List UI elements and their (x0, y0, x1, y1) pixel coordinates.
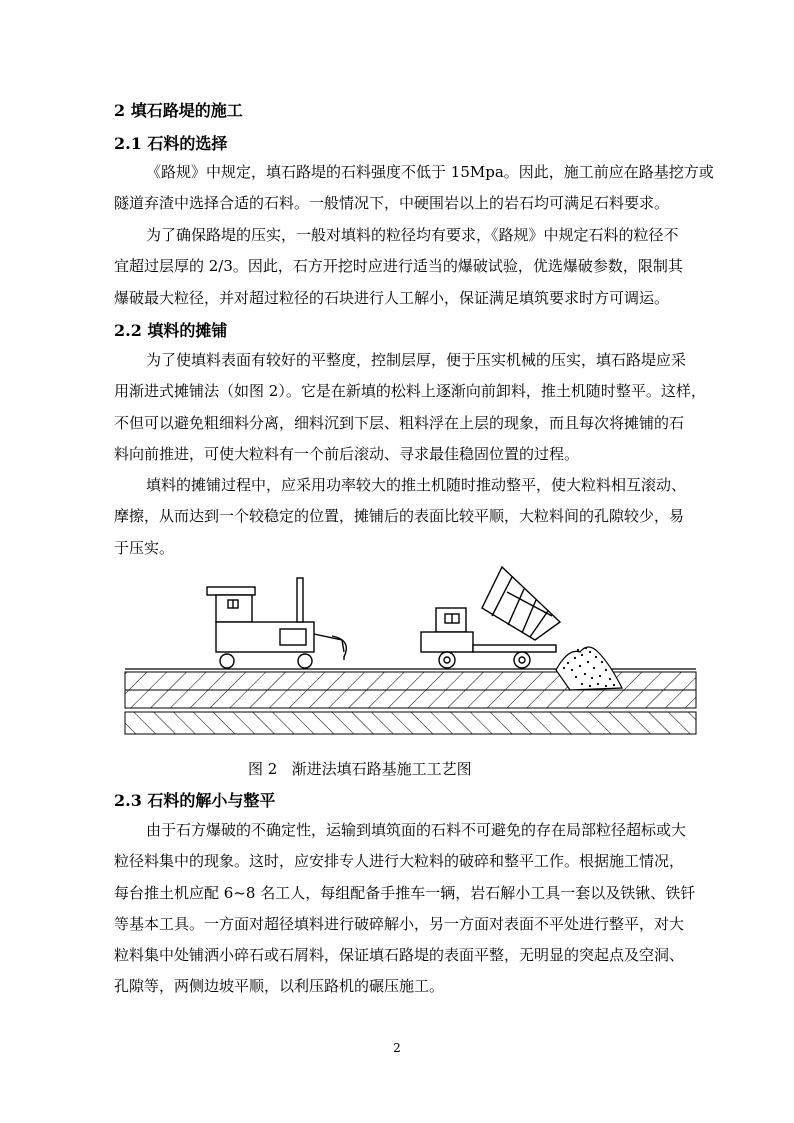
text-line: 每台推土机应配 6~8 名工人，每组配备手推车一辆，岩石解小工具一套以及铁锹、铁钎 (114, 883, 696, 902)
section-heading-2-1: 2.1 石料的选择 (114, 134, 228, 153)
text-line: 《路规》中规定，填石路堤的石料强度不低于 15Mpa。因此，施工前应在路基挖方或 (146, 163, 714, 181)
text-line: 摩擦，从而达到一个较稳定的位置，摊铺后的表面比较平顺，大粒料间的孔隙较少，易 (114, 507, 685, 526)
text-line: 粒料集中处铺洒小碎石或石屑料，保证填石路堤的表面平整，无明显的突起点及空洞、 (114, 946, 685, 965)
paragraph-2-3-a (114, 815, 726, 1003)
text-line: 孔隙等，两侧边坡平顺，以利压路机的碾压施工。 (114, 977, 445, 996)
text-line: 为了使填料表面有较好的平整度，控制层厚，便于压实机械的压实，填石路堤应采 (146, 351, 687, 369)
paragraph-2-1-b (114, 220, 726, 314)
text-line: 不但可以避免粗细料分离，细料沉到下层、粗料浮在上层的现象，而且每次将摊铺的石 (114, 413, 685, 432)
text-line: 填料的摊铺过程中，应采用功率较大的推土机随时推动整平，使大粒料相互滚动、 (146, 476, 687, 494)
section-heading-2-3: 2.3 石料的解小与整平 (114, 791, 276, 810)
text-line: 为了确保路堤的压实，一般对填料的粒径均有要求，《路规》中规定石料的粒径不 (146, 226, 679, 244)
text-line: 隧道弃渣中选择合适的石料。一般情况下，中硬围岩以上的岩石均可满足石料要求。 (114, 194, 670, 213)
dump-truck-icon (421, 567, 560, 668)
chapter-heading: 2 填石路堤的施工 (114, 101, 243, 120)
paragraph-2-1-a (114, 157, 726, 220)
section-heading-2-2: 2.2 填料的摊铺 (114, 321, 228, 340)
bulldozer-icon (207, 578, 346, 668)
text-line: 等基本工具。一方面对超径填料进行破碎解小，另一方面对表面不平处进行整平，对大 (114, 914, 685, 933)
paragraph-2-2-b (114, 470, 726, 564)
figure-caption: 图 2 渐进法填石路基施工工艺图 (248, 760, 472, 778)
text-line: 爆破最大粒径，并对超过粒径的石块进行人工解小，保证满足填筑要求时方可调运。 (114, 288, 670, 307)
construction-figure (120, 560, 700, 740)
text-line: 于压实。 (114, 538, 175, 557)
paragraph-2-2-a (114, 345, 726, 470)
text-line: 用渐进式摊铺法（如图 2）。它是在新填的松料上逐渐向前卸料，推土机随时整平。这样， (114, 382, 706, 401)
text-line: 粒径料集中的现象。这时，应安排专人进行大粒料的破碎和整平工作。根据施工情况， (114, 852, 685, 871)
text-line: 料向前推进，可使大粒料有一个前后滚动、寻求最佳稳固位置的过程。 (114, 444, 580, 463)
page-number: 2 (393, 1041, 401, 1055)
text-line: 宜超过层厚的 2/3。因此，石方开挖时应进行适当的爆破试验，优选爆破参数，限制其 (114, 257, 683, 276)
text-line: 由于石方爆破的不确定性，运输到填筑面的石料不可避免的存在局部粒径超标或大 (146, 821, 687, 839)
